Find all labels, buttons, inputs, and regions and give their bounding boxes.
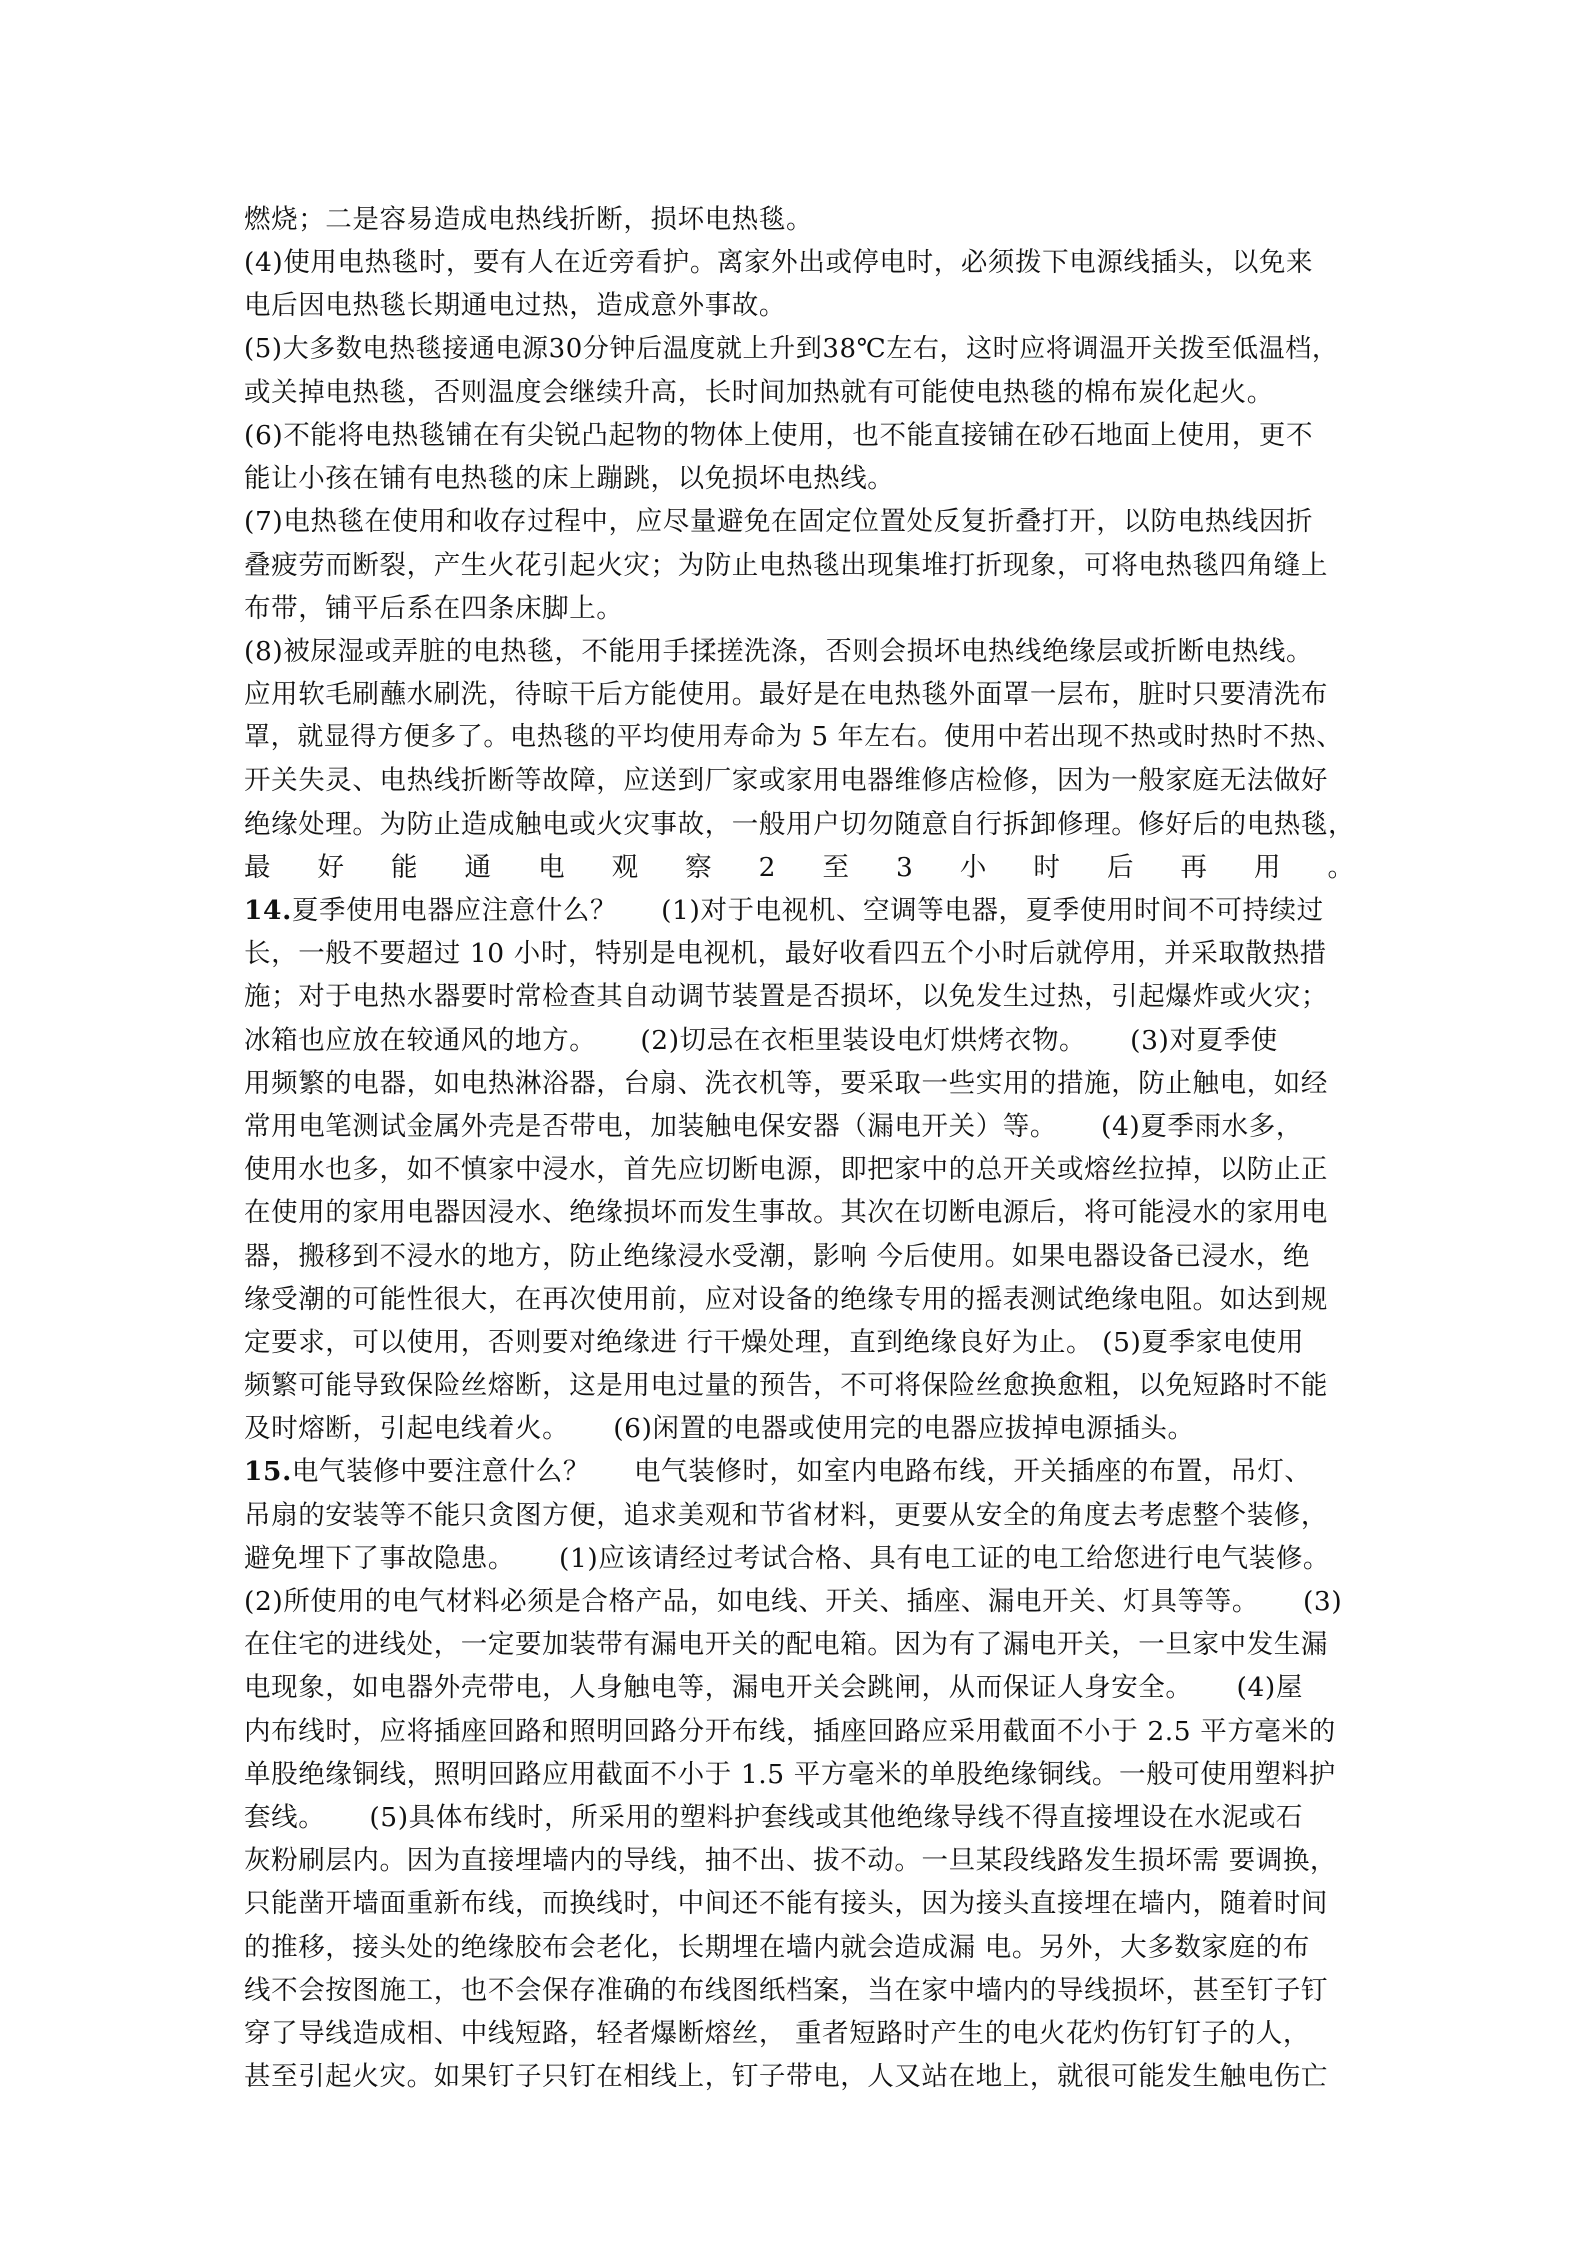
- text-segment: 常用电笔测试金属外壳是否带电，加装触电保安器（漏电开关）等。: [244, 1110, 1057, 1142]
- answer-text: (1)对于电视机、空调等电器，夏季使用时间不可持续过: [661, 895, 1324, 926]
- text-line: 线不会按图施工，也不会保存准确的布线图纸档案，当在家中墙内的导线损坏，甚至钉子钉: [244, 1974, 1328, 2006]
- answer-text: 电气装修时，如室内电路布线，开关插座的布置，吊灯、: [634, 1456, 1312, 1488]
- char: 再: [1180, 851, 1207, 883]
- text-segment: 套线。: [244, 1801, 326, 1833]
- question-15-line: [244, 1450, 1354, 1493]
- char: 至: [822, 851, 849, 883]
- text-segment: (6)闲置的电器或使用完的电器应拔掉电源插头。: [613, 1413, 1195, 1445]
- text-line: [244, 1666, 1354, 1709]
- text-line: 吊扇的安装等不能只贪图方便，追求美观和节省材料，更要从安全的角度去考虑整个装修，: [244, 1499, 1328, 1531]
- text-line: 用频繁的电器，如电热淋浴器，台扇、洗衣机等，要采取一些实用的措施，防止触电，如经: [244, 1067, 1328, 1099]
- text-segment: 避免埋下了事故隐患。: [244, 1542, 515, 1574]
- document-page: [244, 198, 1354, 2098]
- char: 用: [1253, 851, 1281, 883]
- text-line: 只能凿开墙面重新布线，而换线时，中间还不能有接头，因为接头直接埋在墙内，随着时间: [244, 1888, 1328, 1920]
- char: 后: [1106, 851, 1134, 883]
- question-number: 15.: [244, 1456, 292, 1488]
- text-line: (6)不能将电热毯铺在有尖锐凸起物的物体上使用，也不能直接铺在砂石地面上使用，更不: [244, 419, 1314, 451]
- char: 好: [317, 851, 345, 883]
- text-line: [244, 1105, 1354, 1148]
- question-text: 电气装修中要注意什么？: [291, 1456, 591, 1488]
- char: 察: [685, 851, 712, 883]
- text-segment: (4)夏季雨水多，: [1101, 1110, 1303, 1142]
- char: 观: [611, 851, 639, 883]
- text-line: 应用软毛刷蘸水刷洗，待晾干后方能使用。最好是在电热毯外面罩一层布，脏时只要清洗布: [244, 679, 1328, 711]
- char: 能: [391, 851, 418, 883]
- text-line: 开关失灵、电热线折断等故障，应送到厂家或家用电器维修店检修，因为一般家庭无法做好: [244, 765, 1328, 797]
- text-segment: 及时熔断，引起电线着火。: [244, 1413, 570, 1445]
- char: 时: [1033, 851, 1060, 883]
- text-line: 施；对于电热水器要时常检查其自动调节装置是否损坏，以免发生过热，引起爆炸或火灾；: [244, 981, 1328, 1013]
- text-line: 内布线时，应将插座回路和照明回路分开布线，插座回路应采用截面不小于 2.5 平方毫米的: [244, 1715, 1336, 1747]
- char: 通: [464, 851, 492, 883]
- text-line: 使用水也多，如不慎家中浸水，首先应切断电源，即把家中的总开关或熔丝拉掉，以防止正: [244, 1154, 1328, 1186]
- text-line: 电后因电热毯长期通电过热，造成意外事故。: [244, 290, 786, 322]
- text-segment: (2)所使用的电气材料必须是合格产品，如电线、开关、插座、漏电开关、灯具等等。: [244, 1586, 1259, 1617]
- text-line: 缘受潮的可能性很大，在再次使用前，应对设备的绝缘专用的摇表测试绝缘电阻。如达到规: [244, 1283, 1328, 1315]
- text-line: 在使用的家用电器因浸水、绝缘损坏而发生事故。其次在切断电源后，将可能浸水的家用电: [244, 1197, 1328, 1229]
- justified-line: [244, 846, 1354, 889]
- text-line: [244, 1580, 1354, 1623]
- char: 3: [896, 851, 913, 883]
- text-line: 单股绝缘铜线，照明回路应用截面不小于 1.5 平方毫米的单股绝缘铜线。一般可使用塑料护: [244, 1758, 1336, 1790]
- text-line: 灰粉刷层内。因为直接埋墙内的导线，抽不出、拔不动。一旦某段线路发生损坏需 要调换，: [244, 1845, 1338, 1877]
- text-segment: (3): [1302, 1586, 1343, 1617]
- question-14-line: [244, 889, 1354, 932]
- text-segment: 电现象，如电器外壳带电，人身触电等，漏电开关会跳闸，从而保证人身安全。: [244, 1672, 1193, 1704]
- text-line: 长，一般不要超过 10 小时，特别是电视机，最好收看四五个小时后就停用，并采取散热措: [244, 938, 1327, 970]
- text-line: 罩，就显得方便多了。电热毯的平均使用寿命为 5 年左右。使用中若出现不热或时热时不热、: [244, 722, 1343, 753]
- question-number: 14.: [244, 895, 292, 926]
- char: 2: [758, 851, 776, 883]
- text-line: 频繁可能导致保险丝熔断，这是用电过量的预告，不可将保险丝愈换愈粗，以免短路时不能: [244, 1370, 1328, 1402]
- text-line: [244, 1019, 1354, 1062]
- text-line: [244, 1537, 1354, 1580]
- text-line: 或关掉电热毯，否则温度会继续升高，长时间加热就有可能使电热毯的棉布炭化起火。: [244, 376, 1274, 408]
- text-segment: (4)屋: [1236, 1672, 1303, 1704]
- text-line: 燃烧；二是容易造成电热线折断，损坏电热毯。: [244, 204, 814, 235]
- text-line: [244, 1407, 1354, 1450]
- text-line: 叠疲劳而断裂，产生火花引起火灾；为防止电热毯出现集堆打折现象，可将电热毯四角缝上: [244, 549, 1328, 581]
- text-line: 穿了导线造成相、中线短路，轻者爆断熔丝， 重者短路时产生的电火花灼伤钉钉子的人，: [244, 2017, 1310, 2049]
- char: 电: [538, 851, 565, 883]
- char: 。: [1327, 851, 1354, 883]
- text-segment: (3)对夏季使: [1130, 1024, 1278, 1056]
- char: 最: [244, 851, 271, 883]
- text-line: (7)电热毯在使用和收存过程中，应尽量避免在固定位置处反复折叠打开，以防电热线因折: [244, 506, 1314, 538]
- text-line: 定要求，可以使用，否则要对绝缘进 行干燥处理，直到绝缘良好为止。 (5)夏季家电使用: [244, 1326, 1305, 1358]
- text-line: (8)被尿湿或弄脏的电热毯，不能用手揉搓洗涤，否则会损坏电热线绝缘层或折断电热线。: [244, 635, 1314, 667]
- text-line: (5)大多数电热毯接通电源30分钟后温度就上升到38℃左右，这时应将调温开关拨至低温档，: [244, 333, 1339, 364]
- text-line: 的推移，接头处的绝缘胶布会老化，长期埋在墙内就会造成漏 电。另外，大多数家庭的布: [244, 1931, 1310, 1963]
- text-segment: (1)应该请经过考试合格、具有电工证的电工给您进行电气装修。: [559, 1542, 1331, 1574]
- text-segment: 冰箱也应放在较通风的地方。: [244, 1024, 597, 1056]
- text-line: 在住宅的进线处，一定要加装带有漏电开关的配电箱。因为有了漏电开关，一旦家中发生漏: [244, 1629, 1328, 1661]
- text-line: (4)使用电热毯时，要有人在近旁看护。离家外出或停电时，必须拨下电源线插头，以免来: [244, 247, 1314, 279]
- text-line: 甚至引起火灾。如果钉子只钉在相线上，钉子带电，人又站在地上，就很可能发生触电伤亡: [244, 2061, 1328, 2093]
- text-segment: (2)切忌在衣柜里装设电灯烘烤衣物。: [640, 1024, 1087, 1056]
- char: 小: [959, 851, 987, 883]
- text-line: 布带，铺平后系在四条床脚上。: [244, 592, 624, 624]
- text-line: 能让小孩在铺有电热毯的床上蹦跳，以免损坏电热线。: [244, 463, 895, 495]
- text-line: [244, 1796, 1354, 1839]
- text-segment: (5)具体布线时，所采用的塑料护套线或其他绝缘导线不得直接埋设在水泥或石: [369, 1801, 1303, 1833]
- text-line: 绝缘处理。为防止造成触电或火灾事故，一般用户切勿随意自行拆卸修理。修好后的电热毯，: [244, 808, 1356, 840]
- question-text: 夏季使用电器应注意什么？: [291, 895, 618, 926]
- text-line: 器，搬移到不浸水的地方，防止绝缘浸水受潮，影响 今后使用。如果电器设备已浸水，绝: [244, 1240, 1310, 1272]
